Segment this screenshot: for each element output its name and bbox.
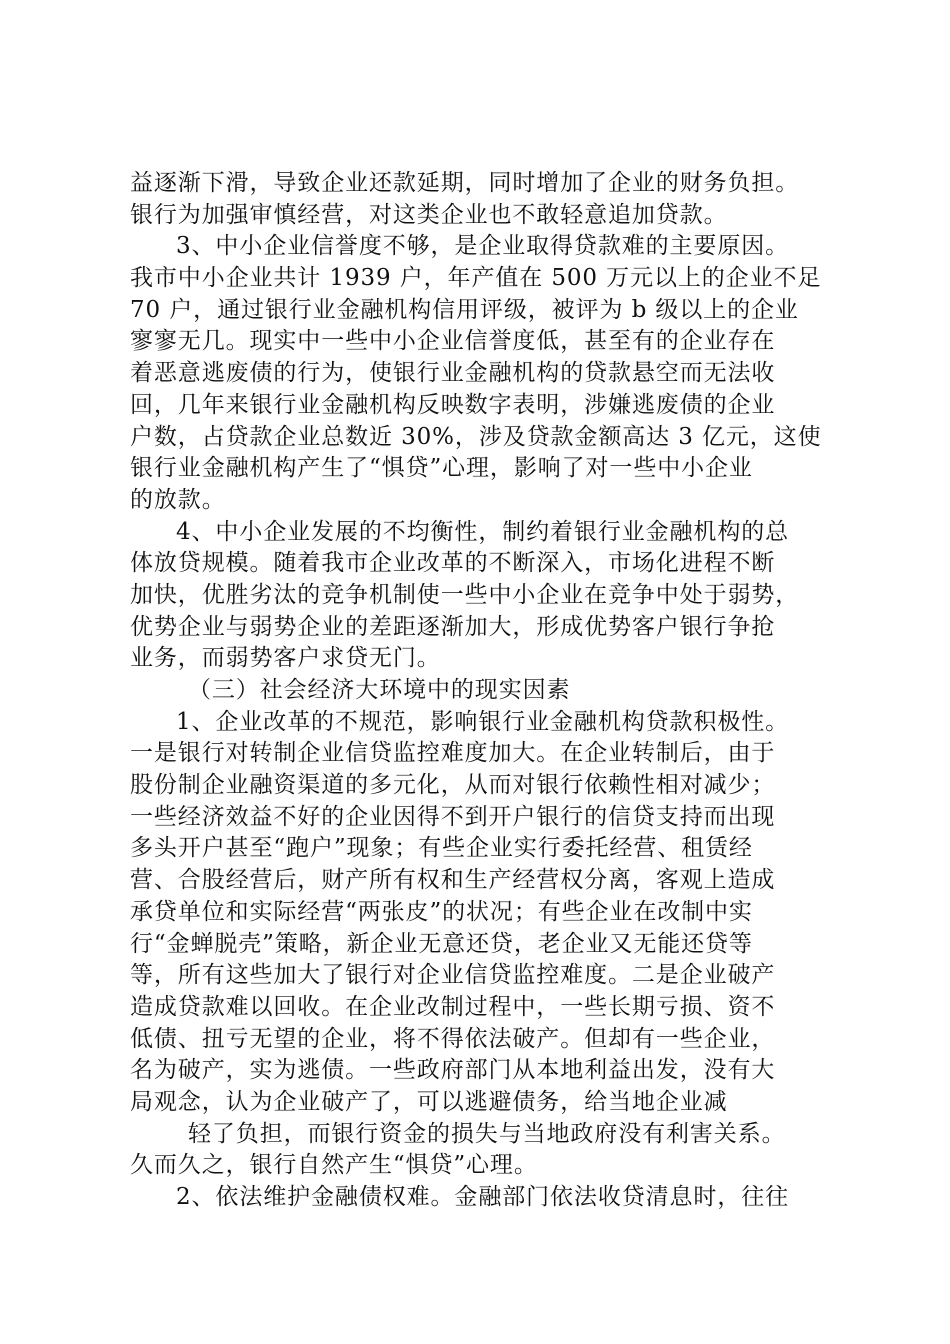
text-line: 体放贷规模。随着我市企业改革的不断深入，市场化进程不断 xyxy=(130,550,776,577)
text-line: 低债、扭亏无望的企业，将不得依法破产。但却有一些企业， xyxy=(130,1025,776,1052)
text-line: 着恶意逃废债的行为，使银行业金融机构的贷款悬空而无法收 xyxy=(130,360,776,387)
document-page xyxy=(130,168,850,1214)
text-line: 我市中小企业共计 1939 户，年产值在 500 万元以上的企业不足 xyxy=(130,265,822,292)
text-line: 多头开户甚至“跑户”现象；有些企业实行委托经营、租赁经 xyxy=(130,835,753,862)
text-line: 一是银行对转制企业信贷监控难度加大。在企业转制后，由于 xyxy=(130,740,776,767)
text-line: 的放款。 xyxy=(130,486,226,513)
text-line: 等，所有这些加大了银行对企业信贷监控难度。二是企业破产 xyxy=(130,962,776,989)
text-line: 局观念，认为企业破产了，可以逃避债务，给当地企业减 xyxy=(130,1088,728,1115)
text-line: 营、合股经营后，财产所有权和生产经营权分离，客观上造成 xyxy=(130,867,776,894)
text-line: 久而久之，银行自然产生“惧贷”心理。 xyxy=(130,1152,538,1179)
text-line: 名为破产，实为逃债。一些政府部门从本地利益出发，没有大 xyxy=(130,1057,776,1084)
text-line: 股份制企业融资渠道的多元化，从而对银行依赖性相对减少； xyxy=(130,772,776,799)
paragraph-start: 3、中小企业信誉度不够，是企业取得贷款难的主要原因。 xyxy=(176,233,790,260)
section-heading: （三）社会经济大环境中的现实因素 xyxy=(188,677,571,703)
text-line: 行“金蝉脱壳”策略，新企业无意还贷，老企业又无能还贷等 xyxy=(130,930,753,957)
text-line: 寥寥无几。现实中一些中小企业信誉度低，甚至有的企业存在 xyxy=(130,328,776,355)
text-line: 承贷单位和实际经营“两张皮”的状况；有些企业在改制中实 xyxy=(130,898,753,925)
text-line: 益逐渐下滑，导致企业还款延期，同时增加了企业的财务负担。 xyxy=(130,170,800,196)
paragraph-start: 1、企业改革的不规范，影响银行业金融机构贷款积极性。 xyxy=(176,708,790,735)
text-line: 银行为加强审慎经营，对这类企业也不敢轻意追加贷款。 xyxy=(130,201,728,228)
text-line: 银行业金融机构产生了“惧贷”心理，影响了对一些中小企业 xyxy=(130,455,753,482)
text-line: 一些经济效益不好的企业因得不到开户银行的信贷支持而出现 xyxy=(130,803,776,830)
text-line: 70 户，通过银行业金融机构信用评级，被评为 b 级以上的企业 xyxy=(130,296,799,323)
page-break-continuation: 轻了负担，而银行资金的损失与当地政府没有利害关系。 xyxy=(188,1120,786,1147)
paragraph-start: 2、依法维护金融债权难。金融部门依法收贷清息时，往往 xyxy=(176,1184,790,1210)
text-line: 业务，而弱势客户求贷无门。 xyxy=(130,645,441,672)
text-line: 户数，占贷款企业总数近 30%，涉及贷款金额高达 3 亿元，这使 xyxy=(130,423,822,450)
text-line: 优势企业与弱势企业的差距逐渐加大，形成优势客户银行争抢 xyxy=(130,613,776,640)
text-line: 造成贷款难以回收。在企业改制过程中，一些长期亏损、资不 xyxy=(130,993,776,1020)
text-line: 回，几年来银行业金融机构反映数字表明，涉嫌逃废债的企业 xyxy=(130,391,776,418)
text-line: 加快，优胜劣汰的竞争机制使一些中小企业在竞争中处于弱势， xyxy=(130,581,800,608)
paragraph-start: 4、中小企业发展的不均衡性，制约着银行业金融机构的总 xyxy=(176,518,790,545)
